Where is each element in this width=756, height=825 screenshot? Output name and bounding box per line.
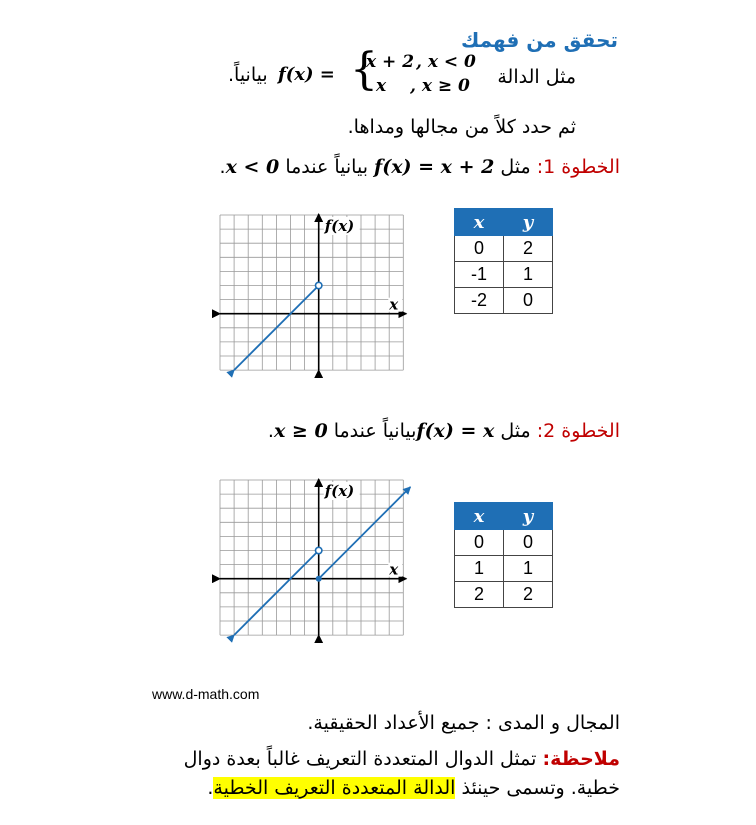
note-text2-end: . [207, 777, 214, 799]
y-axis-label: f(x) [324, 217, 355, 235]
table-row [455, 236, 553, 262]
step1-formula: f(x) = x + 2 [374, 156, 495, 178]
table-row [455, 288, 553, 314]
step1-middle: بيانياً عندما [285, 156, 368, 178]
table-step1 [454, 208, 553, 314]
intro-prefix: مثل الدالة [497, 66, 576, 88]
table-row [455, 556, 553, 582]
step1-cond: x < 0 [225, 156, 280, 178]
table-row [455, 262, 553, 288]
table2-cell: 2 [455, 582, 504, 608]
table2-header-y: y [504, 503, 553, 530]
piece1-cond: , x < 0 [416, 52, 476, 72]
table2-cell: 0 [455, 530, 504, 556]
step1-label: الخطوة 1: [536, 156, 620, 178]
step1-line [220, 156, 620, 178]
graph-step1 [218, 213, 399, 411]
note-line1 [184, 748, 620, 770]
step1-prefix: مثل [500, 156, 531, 178]
step2-cond: x ≥ 0 [273, 420, 328, 442]
table1-cell: 0 [455, 236, 504, 262]
table1-cell: 1 [504, 262, 553, 288]
intro-line2: ثم حدد كلاً من مجالها ومداها. [347, 116, 576, 138]
intro-suffix: بيانياً. [228, 64, 268, 86]
x-axis-label: x [389, 295, 399, 314]
domain-range-text: المجال و المدى : جميع الأعداد الحقيقية. [307, 712, 620, 734]
open-endpoint [316, 547, 322, 553]
y-axis-label: f(x) [324, 482, 355, 500]
piecewise-brace: { [350, 44, 378, 95]
step2-prefix: مثل [500, 420, 531, 442]
open-endpoint [316, 282, 322, 288]
note-label: ملاحظة: [542, 748, 620, 770]
note-text1: تمثل الدوال المتعددة التعريف غالباً بعدة دوال [183, 748, 537, 770]
table-step2 [454, 502, 553, 608]
note-text2-pre: خطية. وتسمى حينئذ [461, 777, 620, 799]
website-url: www.d-math.com [152, 686, 260, 702]
intro-fx: f(x) = [278, 64, 335, 85]
note-highlight: الدالة المتعددة التعريف الخطية [213, 777, 456, 799]
graph-step2 [218, 478, 399, 676]
table-row [455, 530, 553, 556]
table1-cell: -2 [455, 288, 504, 314]
piece1-expr: x + 2 [366, 52, 415, 72]
note-line2 [207, 777, 620, 799]
step2-label: الخطوة 2: [536, 420, 620, 442]
table1-cell: 2 [504, 236, 553, 262]
step2-formula: f(x) = x [416, 420, 495, 442]
closed-endpoint [316, 576, 322, 582]
table-row [455, 582, 553, 608]
piece2-expr: x [376, 76, 387, 96]
step1-end: . [219, 156, 226, 178]
table2-header-x: x [455, 503, 504, 530]
table2-cell: 2 [504, 582, 553, 608]
piecewise-block [228, 44, 578, 100]
step2-line [268, 420, 620, 442]
table2-cell: 1 [504, 556, 553, 582]
table1-header-x: x [455, 209, 504, 236]
table1-cell: 0 [504, 288, 553, 314]
table1-cell: -1 [455, 262, 504, 288]
table2-cell: 1 [455, 556, 504, 582]
table1-header-y: y [504, 209, 553, 236]
step2-end: . [267, 420, 274, 442]
page-heading: تحقق من فهمك [461, 28, 618, 52]
step2-middle: بيانياً عندما [333, 420, 417, 442]
table2-cell: 0 [504, 530, 553, 556]
x-axis-label: x [389, 560, 399, 579]
piece2-cond: , x ≥ 0 [410, 76, 470, 96]
